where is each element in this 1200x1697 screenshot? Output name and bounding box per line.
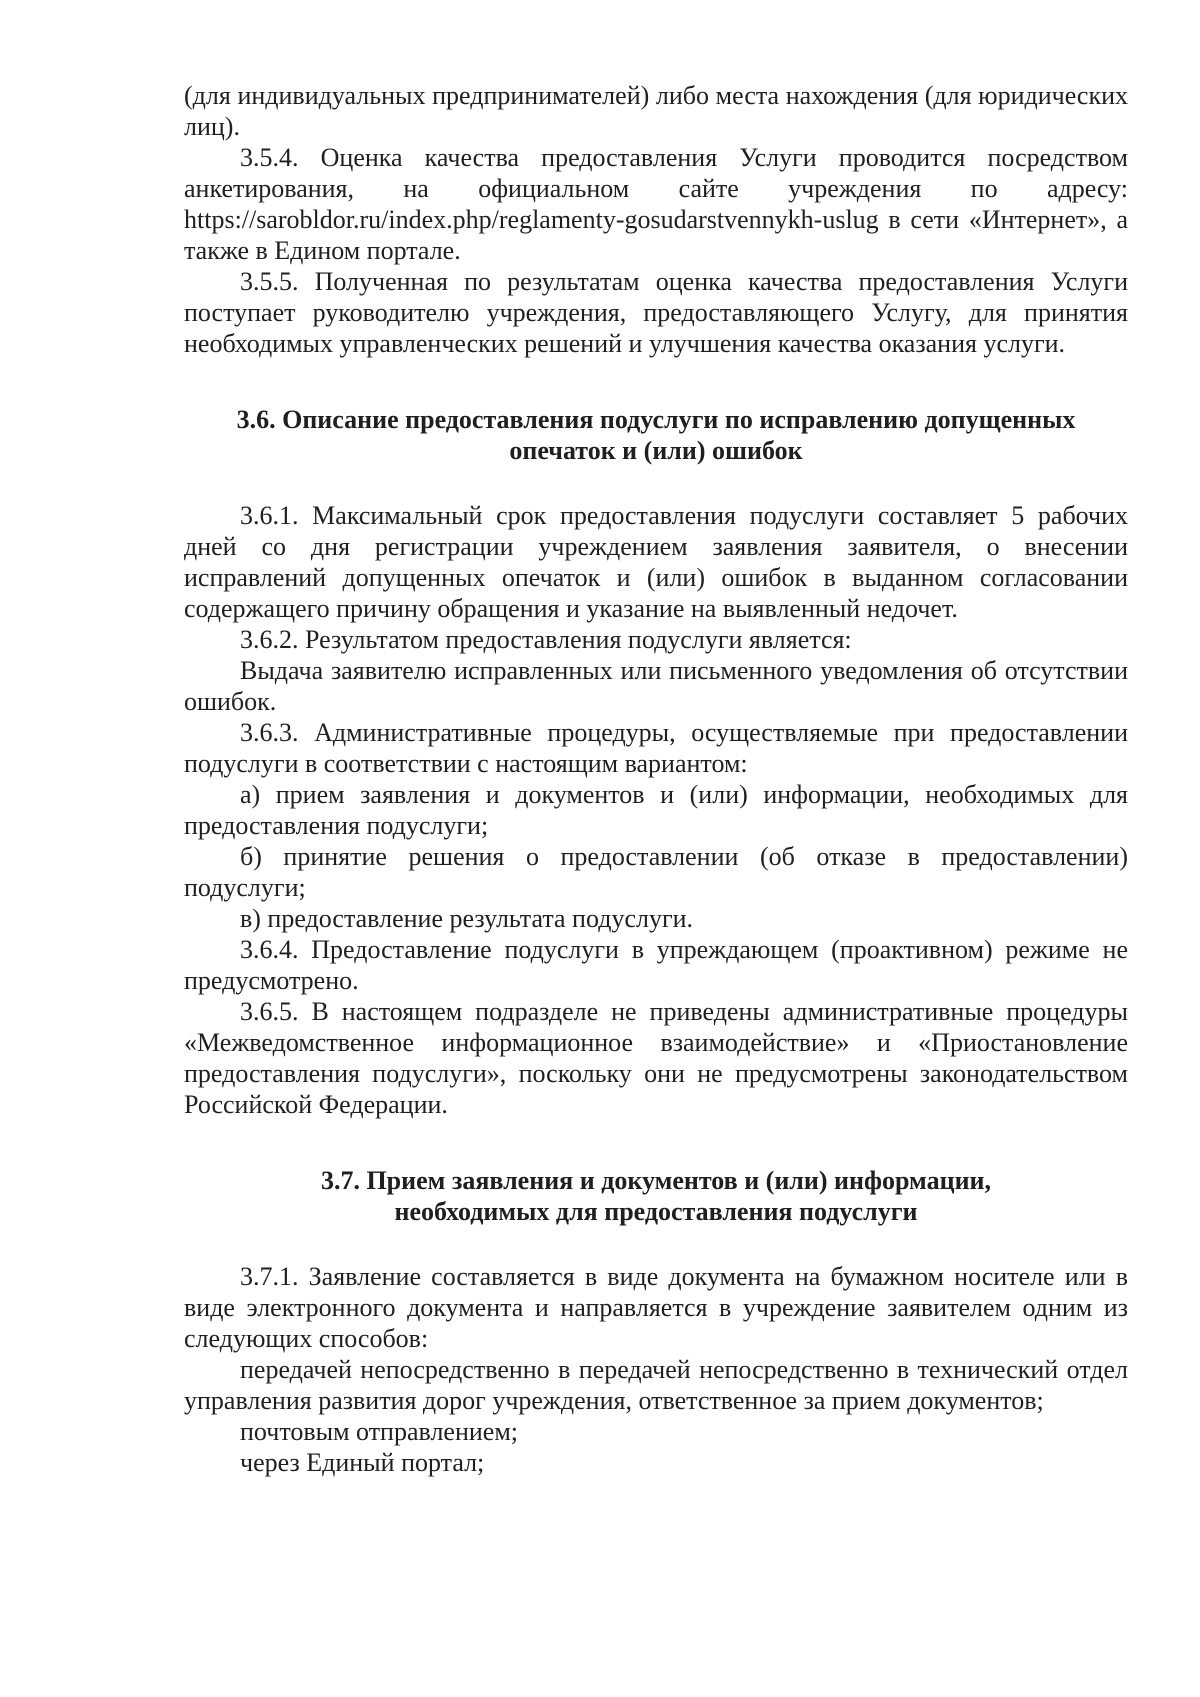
heading-3-6-line2: опечаток и (или) ошибок (509, 436, 803, 465)
paragraph-3-6-3-c: в) предоставление результата подуслуги. (240, 904, 694, 933)
paragraph-3-6-3-a: а) прием заявления и документов и (или) информации, необходимых для предоставления подуслуги; (184, 780, 1128, 840)
heading-3-6-line1: 3.6. Описание предоставления подуслуги по исправлению допущенных (236, 405, 1076, 434)
paragraph-3-6-5: 3.6.5. В настоящем подразделе не приведены административные процедуры «Межведомственное информационное взаимодействие» и «Приостановление предоставления подуслуги», поскольку они не предусмотрены законодательством Российской Федерации. (184, 997, 1128, 1119)
paragraph-3-6-2-result: Выдача заявителю исправленных или письменного уведомления об отсутствии ошибок. (184, 656, 1128, 716)
paragraph-3-7-1-method-post: почтовым отправлением; (240, 1417, 519, 1446)
paragraph-3-5-5: 3.5.5. Полученная по результатам оценка качества предоставления Услуги поступает руководителю учреждения, предоставляющего Услугу, для принятия необходимых управленческих решений и улучшения качества оказания услуги. (184, 267, 1128, 358)
paragraph-continuation: (для индивидуальных предпринимателей) либо места нахождения (для юридических лиц). (184, 81, 1128, 141)
paragraph-3-7-1-method-portal: через Единый портал; (240, 1448, 485, 1477)
paragraph-3-7-1: 3.7.1. Заявление составляется в виде документа на бумажном носителе или в виде электронного документа и направляется в учреждение заявителем одним из следующих способов: (184, 1262, 1128, 1353)
paragraph-3-6-2: 3.6.2. Результатом предоставления подуслуги является: (240, 625, 852, 654)
heading-3-7-line1: 3.7. Прием заявления и документов и (или) информации, (320, 1166, 992, 1195)
paragraph-3-6-1: 3.6.1. Максимальный срок предоставления подуслуги составляет 5 рабочих дней со дня регистрации учреждением заявления заявителя, о внесении исправлений допущенных опечаток и (или) ошибок в выданном согласовании содержащего причину обращения и указание на выявленный недочет. (184, 501, 1128, 623)
paragraph-3-5-4: 3.5.4. Оценка качества предоставления Услуги проводится посредством анкетирования, на официальном сайте учреждения по адресу: https://sarobldor.ru/index.php/reglamenty-gosudarstvennykh-uslug в сети «Интернет», а также в Едином портале. (184, 143, 1128, 265)
paragraph-3-6-4: 3.6.4. Предоставление подуслуги в упреждающем (проактивном) режиме не предусмотрено. (184, 935, 1128, 995)
paragraph-3-7-1-method-direct: передачей непосредственно в передачей непосредственно в технический отдел управления развития дорог учреждения, ответственное за прием документов; (184, 1355, 1128, 1415)
paragraph-3-6-3-b: б) принятие решения о предоставлении (об отказе в предоставлении) подуслуги; (184, 842, 1128, 902)
document-body (184, 80, 1128, 1478)
paragraph-3-6-3: 3.6.3. Административные процедуры, осуществляемые при предоставлении подуслуги в соответствии с настоящим вариантом: (184, 718, 1128, 778)
heading-3-6 (184, 404, 1128, 466)
heading-3-7 (184, 1165, 1128, 1227)
heading-3-7-line2: необходимых для предоставления подуслуги (394, 1197, 918, 1226)
